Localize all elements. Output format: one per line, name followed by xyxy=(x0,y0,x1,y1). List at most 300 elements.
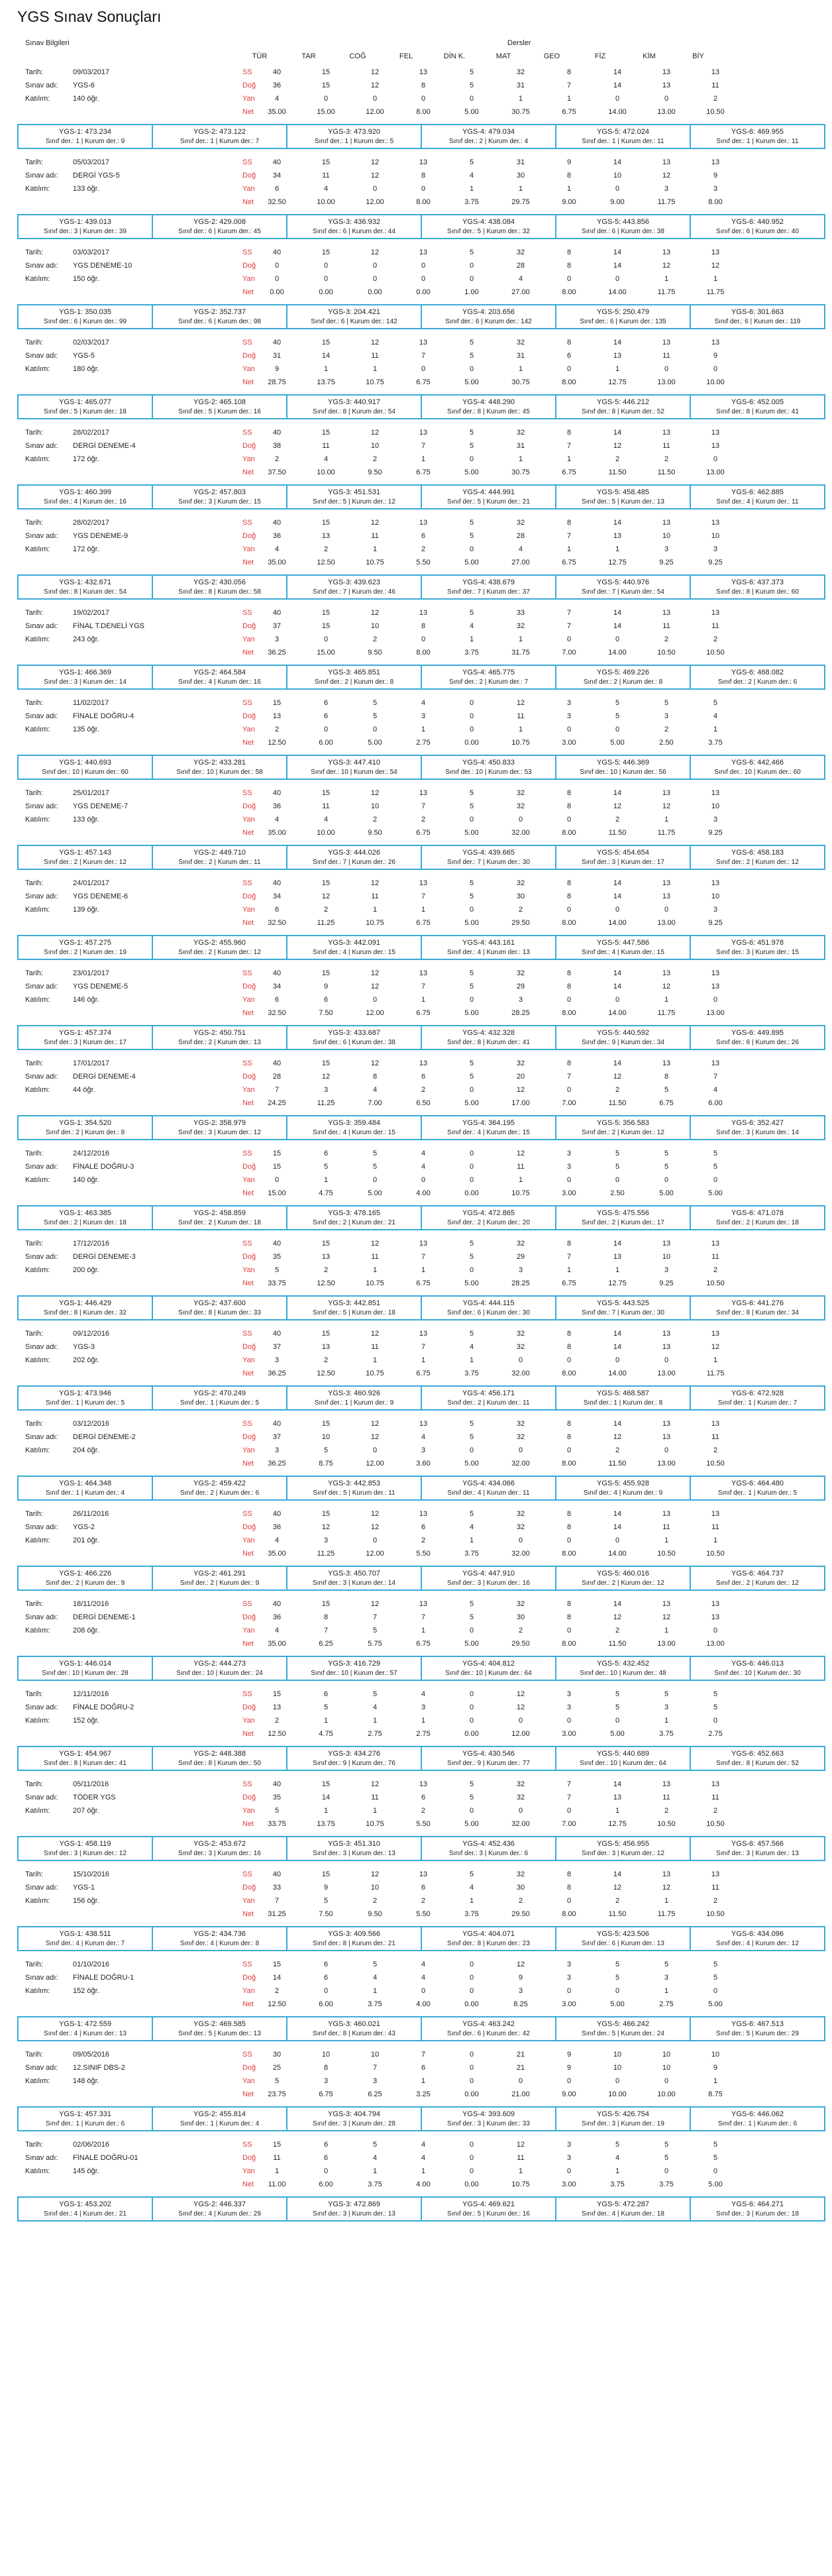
stats-value: 13 xyxy=(711,68,720,76)
ygs-score-cell xyxy=(153,666,287,688)
ygs-score-cell xyxy=(19,2108,153,2130)
info-value: 28/02/2017 xyxy=(73,519,110,527)
stats-value: 27.00 xyxy=(511,288,530,296)
ygs-score-cell xyxy=(691,486,824,508)
stats-value: 12 xyxy=(370,1420,380,1428)
stats-value: 6.00 xyxy=(319,739,333,747)
info-value: 26/11/2016 xyxy=(73,1510,109,1518)
stats-value: 1 xyxy=(323,1176,329,1184)
stats-value: 1 xyxy=(566,185,572,193)
stats-value: 5 xyxy=(664,2154,669,2162)
ygs-rank: Sınıf der.: 8 | Kurum der.: 60 xyxy=(716,588,799,596)
info-value: 24/01/2017 xyxy=(73,879,110,887)
ygs-score: YGS-4: 472.865 xyxy=(462,1209,515,1217)
stats-value: 11.25 xyxy=(317,1099,335,1107)
stats-label: Net xyxy=(242,378,254,386)
ygs-score: YGS-6: 464.271 xyxy=(731,2200,784,2208)
info-row-date xyxy=(25,426,244,439)
stats-value: 12 xyxy=(370,519,380,527)
info-value: 17/12/2016 xyxy=(73,1240,110,1248)
info-value: YGS-5 xyxy=(73,352,95,360)
stats-value: 8 xyxy=(566,1870,572,1878)
ygs-rank: Sınıf der.: 3 | Kurum der.: 15 xyxy=(716,949,799,956)
ygs-score-cell xyxy=(19,2017,153,2040)
stats-value: 23.75 xyxy=(268,2090,286,2098)
ygs-score-cell xyxy=(153,396,287,418)
ygs-rank: Sınıf der.: 3 | Kurum der.: 13 xyxy=(313,1850,395,1857)
stats-value: 9 xyxy=(518,1974,523,1982)
stats-value: 30.75 xyxy=(511,378,530,386)
stats-value: 2 xyxy=(323,906,329,914)
stats-value: 5 xyxy=(469,1433,474,1441)
stats-value: 13 xyxy=(711,1780,720,1788)
ygs-score: YGS-6: 442.466 xyxy=(731,759,784,767)
stats-value: 14 xyxy=(613,1240,622,1248)
stats-value: 32 xyxy=(516,68,525,76)
stats-value: 4 xyxy=(274,1627,280,1635)
stats-value: 32 xyxy=(516,339,525,347)
ygs-score: YGS-1: 354.520 xyxy=(59,1119,111,1127)
ygs-score-cell xyxy=(287,2108,422,2130)
stats-value: 11.75 xyxy=(657,829,676,837)
info-value: 140 öğr. xyxy=(73,95,99,103)
stats-value: 15 xyxy=(272,1690,282,1698)
ygs-rank: Sınıf der.: 4 | Kurum der.: 9 xyxy=(583,1489,663,1497)
exam-info xyxy=(25,1417,244,1457)
ygs-rank: Sınıf der.: 8 | Kurum der.: 45 xyxy=(447,408,530,415)
stats-value: 8.75 xyxy=(708,2090,723,2098)
stats-value: 0 xyxy=(713,2167,718,2175)
stats-value: 1 xyxy=(664,1987,669,1995)
ygs-score-cell xyxy=(556,2108,691,2130)
ygs-score: YGS-2: 352.737 xyxy=(193,308,246,316)
stats-label: Doğ xyxy=(242,802,256,810)
stats-value: 2.50 xyxy=(659,739,674,747)
stats-label: Net xyxy=(242,1009,254,1017)
ygs-score: YGS-5: 456.955 xyxy=(597,1840,649,1848)
stats-label: Yan xyxy=(242,2167,255,2175)
stats-value: 13 xyxy=(613,1253,622,1261)
info-value: DERGİ DENEME-2 xyxy=(73,1433,136,1441)
ygs-rank: Sınıf der.: 8 | Kurum der.: 54 xyxy=(313,408,395,415)
stats-row-ss xyxy=(242,1057,825,1070)
stats-value: 15 xyxy=(272,1163,282,1171)
stats-value: 5 xyxy=(469,1780,474,1788)
ygs-rank: Sınıf der.: 6 | Kurum der.: 45 xyxy=(178,228,261,235)
stats-value: 7 xyxy=(713,1073,718,1081)
stats-value: 6.75 xyxy=(416,1640,431,1648)
stats-value: 12 xyxy=(613,1433,622,1441)
stats-value: 9 xyxy=(566,158,572,166)
ygs-rank: Sınıf der.: 8 | Kurum der.: 43 xyxy=(313,2030,395,2037)
stats-value: 15 xyxy=(321,1780,331,1788)
stats-value: 3.75 xyxy=(659,1730,674,1738)
stats-value: 0 xyxy=(323,2167,329,2175)
info-value: 207 öğr. xyxy=(73,1807,99,1815)
stats-value: 13 xyxy=(662,609,671,617)
stats-row-net xyxy=(242,646,825,659)
stats-value: 2 xyxy=(323,545,329,553)
stats-value: 7.00 xyxy=(562,649,576,657)
stats-value: 7 xyxy=(566,1253,572,1261)
ygs-score-cell xyxy=(287,1657,422,1680)
stats-value: 40 xyxy=(272,879,282,887)
info-value: FİNALE DOĞRU-3 xyxy=(73,1163,134,1171)
stats-value: 12 xyxy=(711,262,720,270)
stats-row-yan xyxy=(242,2165,825,2178)
stats-value: 12 xyxy=(613,1613,622,1621)
stats-value: 5 xyxy=(274,1807,280,1815)
exam-block xyxy=(17,1237,825,1320)
info-value: 202 öğr. xyxy=(73,1356,99,1364)
stats-value: 36.25 xyxy=(268,1460,286,1468)
ygs-score: YGS-3: 442.853 xyxy=(328,1479,380,1487)
stats-label: SS xyxy=(242,969,252,977)
stats-value: 9.25 xyxy=(708,829,723,837)
info-value: 152 öğr. xyxy=(73,1717,99,1725)
info-label: Katılım: xyxy=(25,185,50,193)
stats-value: 5 xyxy=(469,1794,474,1801)
ygs-score-cell xyxy=(153,1837,287,1860)
stats-row-ss xyxy=(242,786,825,800)
ygs-score-cell xyxy=(153,1207,287,1229)
stats-value: 14 xyxy=(613,969,622,977)
stats-value: 14 xyxy=(613,983,622,991)
stats-value: 37.50 xyxy=(268,468,286,476)
stats-label: Net xyxy=(242,559,254,566)
stats-label: Net xyxy=(242,1730,254,1738)
ygs-score-cell xyxy=(556,215,691,238)
stats-value: 12.00 xyxy=(366,1460,384,1468)
info-label: Katılım: xyxy=(25,275,50,283)
stats-value: 3 xyxy=(664,712,669,720)
stats-value: 0 xyxy=(518,2077,523,2085)
stats-row-dog xyxy=(242,619,825,633)
ygs-score: YGS-5: 472.024 xyxy=(597,128,649,136)
stats-table xyxy=(242,1868,825,1921)
info-value: 44 öğr. xyxy=(73,1086,95,1094)
stats-row-net xyxy=(242,916,825,930)
stats-value: 2 xyxy=(421,1086,426,1094)
stats-row-ss xyxy=(242,2138,825,2151)
stats-label: Net xyxy=(242,1550,254,1558)
stats-value: 1 xyxy=(566,95,572,103)
stats-value: 0 xyxy=(421,365,426,373)
stats-value: 15.00 xyxy=(268,1189,286,1197)
info-row-participants xyxy=(25,1714,244,1727)
stats-value: 13 xyxy=(711,442,720,450)
stats-value: 35 xyxy=(272,1253,282,1261)
ygs-score: YGS-6: 462.885 xyxy=(731,488,784,496)
stats-value: 6.50 xyxy=(416,1099,431,1107)
ygs-score-cell xyxy=(691,396,824,418)
stats-value: 13 xyxy=(662,969,671,977)
stats-value: 8 xyxy=(566,1240,572,1248)
stats-value: 40 xyxy=(272,158,282,166)
stats-value: 5 xyxy=(615,712,620,720)
stats-row-dog xyxy=(242,2061,825,2074)
stats-value: 9.25 xyxy=(708,919,723,927)
stats-value: 1 xyxy=(566,545,572,553)
info-value: FİNALE DOĞRU-1 xyxy=(73,1974,134,1982)
stats-value: 11.75 xyxy=(706,288,725,296)
stats-value: 5.00 xyxy=(708,2180,723,2188)
stats-table xyxy=(242,426,825,479)
ygs-score-row xyxy=(17,214,825,239)
ygs-score: YGS-5: 356.583 xyxy=(597,1119,649,1127)
ygs-score: YGS-3: 465.851 xyxy=(328,669,380,676)
stats-value: 12 xyxy=(321,1523,331,1531)
ygs-score: YGS-3: 444.026 xyxy=(328,849,380,857)
stats-value: 5.50 xyxy=(416,1550,431,1558)
stats-value: 3 xyxy=(421,1703,426,1711)
stats-row-yan xyxy=(242,92,825,105)
info-label: Katılım: xyxy=(25,1717,50,1725)
stats-value: 13 xyxy=(662,81,671,89)
ygs-score-cell xyxy=(422,1837,556,1860)
stats-value: 8 xyxy=(421,622,426,630)
stats-value: 5.00 xyxy=(464,468,479,476)
ygs-rank: Sınıf der.: 10 | Kurum der.: 53 xyxy=(445,769,532,776)
info-label: Sınav adı: xyxy=(25,81,58,89)
stats-row-yan xyxy=(242,543,825,556)
stats-value: 28.25 xyxy=(511,1279,530,1287)
stats-value: 32.00 xyxy=(511,1460,530,1468)
stats-value: 21.00 xyxy=(511,2090,530,2098)
stats-value: 10 xyxy=(613,2064,622,2072)
ygs-score-cell xyxy=(691,305,824,328)
stats-value: 4 xyxy=(372,1974,378,1982)
ygs-rank: Sınıf der.: 2 | Kurum der.: 20 xyxy=(447,1219,530,1226)
ygs-score-cell xyxy=(691,2017,824,2040)
stats-value: 10.00 xyxy=(317,829,335,837)
stats-value: 5.00 xyxy=(464,1640,479,1648)
stats-value: 8.25 xyxy=(513,2000,528,2008)
ygs-score-cell xyxy=(556,305,691,328)
stats-row-yan xyxy=(242,2074,825,2088)
ygs-rank: Sınıf der.: 3 | Kurum der.: 12 xyxy=(582,1850,664,1857)
stats-label: SS xyxy=(242,158,252,166)
stats-value: 3 xyxy=(566,2154,572,2162)
ygs-score-cell xyxy=(556,1927,691,1950)
stats-value: 12 xyxy=(370,789,380,797)
stats-value: 4 xyxy=(713,1086,718,1094)
stats-row-ss xyxy=(242,696,825,710)
ygs-score-row xyxy=(17,2106,825,2131)
stats-value: 35.00 xyxy=(268,559,286,566)
stats-value: 0 xyxy=(469,1690,474,1698)
stats-value: 13 xyxy=(662,68,671,76)
stats-value: 5.00 xyxy=(368,1189,382,1197)
stats-table xyxy=(242,1327,825,1380)
stats-value: 15 xyxy=(321,339,331,347)
stats-value: 34 xyxy=(272,172,282,180)
stats-row-ss xyxy=(242,967,825,980)
ygs-score-cell xyxy=(556,1026,691,1049)
ygs-score-cell xyxy=(19,1927,153,1950)
ygs-score: YGS-2: 473.122 xyxy=(193,128,246,136)
ygs-score-cell xyxy=(153,2017,287,2040)
stats-value: 13 xyxy=(711,1870,720,1878)
stats-value: 40 xyxy=(272,519,282,527)
stats-value: 0 xyxy=(469,1627,474,1635)
ygs-score-cell xyxy=(556,1657,691,1680)
stats-label: Net xyxy=(242,1820,254,1828)
stats-value: 12.50 xyxy=(317,1369,335,1377)
stats-value: 9.00 xyxy=(610,198,625,206)
ygs-score: YGS-4: 444.991 xyxy=(462,488,515,496)
stats-value: 5.00 xyxy=(464,1009,479,1017)
stats-value: 2 xyxy=(323,1356,329,1364)
stats-value: 0 xyxy=(566,1356,572,1364)
stats-value: 32.00 xyxy=(511,1369,530,1377)
subject-column-headers xyxy=(17,52,825,63)
info-label: Katılım: xyxy=(25,1086,50,1094)
stats-value: 11 xyxy=(711,1253,719,1261)
stats-value: 5 xyxy=(372,1163,378,1171)
ygs-rank: Sınıf der.: 10 | Kurum der.: 28 xyxy=(42,1670,129,1677)
stats-table xyxy=(242,1417,825,1470)
stats-value: 5 xyxy=(664,699,669,707)
stats-label: Yan xyxy=(242,365,255,373)
info-row-name xyxy=(25,1881,244,1894)
stats-value: 0 xyxy=(664,2077,669,2085)
stats-value: 13 xyxy=(662,248,671,256)
ygs-score-cell xyxy=(691,1387,824,1409)
stats-value: 1 xyxy=(664,1536,669,1544)
stats-value: 0 xyxy=(566,1536,572,1544)
stats-value: 10.75 xyxy=(366,1369,384,1377)
stats-table xyxy=(242,66,825,119)
info-value: YGS DENEME-7 xyxy=(73,802,129,810)
ygs-rank: Sınıf der.: 2 | Kurum der.: 12 xyxy=(44,859,127,866)
ygs-score: YGS-3: 436.932 xyxy=(328,218,380,226)
stats-value: 5 xyxy=(713,1974,718,1982)
ygs-score: YGS-4: 438.679 xyxy=(462,578,515,586)
stats-value: 36 xyxy=(272,802,282,810)
stats-value: 0.00 xyxy=(270,288,284,296)
stats-value: 40 xyxy=(272,429,282,437)
stats-label: Yan xyxy=(242,1266,255,1274)
ygs-rank: Sınıf der.: 6 | Kurum der.: 44 xyxy=(313,228,395,235)
stats-label: Doğ xyxy=(242,81,256,89)
stats-value: 0 xyxy=(274,262,280,270)
stats-value: 13 xyxy=(419,969,428,977)
stats-value: 12 xyxy=(711,1343,720,1351)
info-row-date xyxy=(25,516,244,529)
stats-value: 7 xyxy=(421,1253,426,1261)
stats-value: 9.00 xyxy=(562,198,576,206)
stats-row-ss xyxy=(242,246,825,259)
column-header: FİZ xyxy=(594,52,606,60)
stats-value: 12.50 xyxy=(317,559,335,566)
ygs-rank: Sınıf der.: 1 | Kurum der.: 11 xyxy=(716,138,799,145)
info-label: Sınav adı: xyxy=(25,983,58,991)
stats-value: 5 xyxy=(615,1960,620,1968)
column-header: GEO xyxy=(543,52,560,60)
stats-value: 8 xyxy=(566,983,572,991)
info-value: 03/03/2017 xyxy=(73,248,110,256)
stats-value: 13 xyxy=(662,519,671,527)
stats-value: 8 xyxy=(566,1613,572,1621)
stats-value: 4 xyxy=(421,2154,426,2162)
stats-value: 5.00 xyxy=(464,1460,479,1468)
ygs-score: YGS-1: 457.143 xyxy=(59,849,111,857)
stats-value: 13.75 xyxy=(317,1820,335,1828)
ygs-rank: Sınıf der.: 2 | Kurum der.: 8 xyxy=(314,678,394,686)
stats-value: 3 xyxy=(664,1266,669,1274)
stats-value: 31 xyxy=(516,81,525,89)
stats-value: 5 xyxy=(469,352,474,360)
stats-value: 13 xyxy=(272,1703,282,1711)
stats-value: 0 xyxy=(566,2077,572,2085)
info-label: Sınav adı: xyxy=(25,1523,58,1531)
stats-label: Yan xyxy=(242,1356,255,1364)
info-label: Tarih: xyxy=(25,339,43,347)
stats-value: 6 xyxy=(323,1690,329,1698)
info-row-date xyxy=(25,246,244,259)
info-value: 09/12/2016 xyxy=(73,1330,110,1338)
stats-table xyxy=(242,1237,825,1290)
ygs-score: YGS-1: 457.275 xyxy=(59,939,111,947)
stats-value: 13 xyxy=(711,1510,720,1518)
exam-info xyxy=(25,877,244,916)
ygs-score-cell xyxy=(287,215,422,238)
stats-value: 13 xyxy=(613,352,622,360)
ygs-score: YGS-2: 434.736 xyxy=(193,1930,246,1938)
stats-value: 13 xyxy=(419,1059,428,1067)
stats-value: 4 xyxy=(518,545,523,553)
ygs-score: YGS-1: 458.119 xyxy=(59,1840,111,1848)
info-label: Sınav adı: xyxy=(25,892,58,900)
stats-value: 10.50 xyxy=(706,1550,725,1558)
stats-label: SS xyxy=(242,1780,252,1788)
stats-value: 3 xyxy=(713,906,718,914)
info-value: 148 öğr. xyxy=(73,2077,99,2085)
ygs-score: YGS-4: 450.833 xyxy=(462,759,515,767)
stats-value: 13 xyxy=(662,1870,671,1878)
info-row-date xyxy=(25,1958,244,1971)
ygs-score: YGS-5: 469.226 xyxy=(597,669,649,676)
stats-row-dog xyxy=(242,1611,825,1624)
stats-value: 3 xyxy=(274,635,280,643)
info-row-participants xyxy=(25,272,244,286)
info-value: FİNALE DOĞRU-01 xyxy=(73,2154,138,2162)
info-label: Sınav adı: xyxy=(25,2064,58,2072)
ygs-rank: Sınıf der.: 3 | Kurum der.: 18 xyxy=(716,2210,799,2218)
ygs-score: YGS-4: 404.812 xyxy=(462,1660,515,1668)
stats-row-yan xyxy=(242,813,825,826)
stats-value: 7 xyxy=(421,2051,426,2059)
stats-value: 2 xyxy=(372,455,378,463)
stats-value: 10.50 xyxy=(706,1910,725,1918)
stats-value: 13 xyxy=(711,879,720,887)
info-label: Tarih: xyxy=(25,1420,43,1428)
stats-value: 5 xyxy=(713,699,718,707)
stats-value: 7 xyxy=(566,1780,572,1788)
stats-value: 13 xyxy=(321,1253,331,1261)
ygs-score-cell xyxy=(422,2198,556,2220)
ygs-score: YGS-1: 350.035 xyxy=(59,308,111,316)
ygs-rank: Sınıf der.: 7 | Kurum der.: 37 xyxy=(447,588,530,596)
stats-label: SS xyxy=(242,1059,252,1067)
stats-value: 0 xyxy=(469,275,474,283)
stats-value: 5.00 xyxy=(610,739,625,747)
stats-value: 30 xyxy=(516,1613,525,1621)
stats-value: 0.00 xyxy=(464,2180,479,2188)
stats-row-yan xyxy=(242,182,825,195)
ygs-score: YGS-6: 440.952 xyxy=(731,218,784,226)
